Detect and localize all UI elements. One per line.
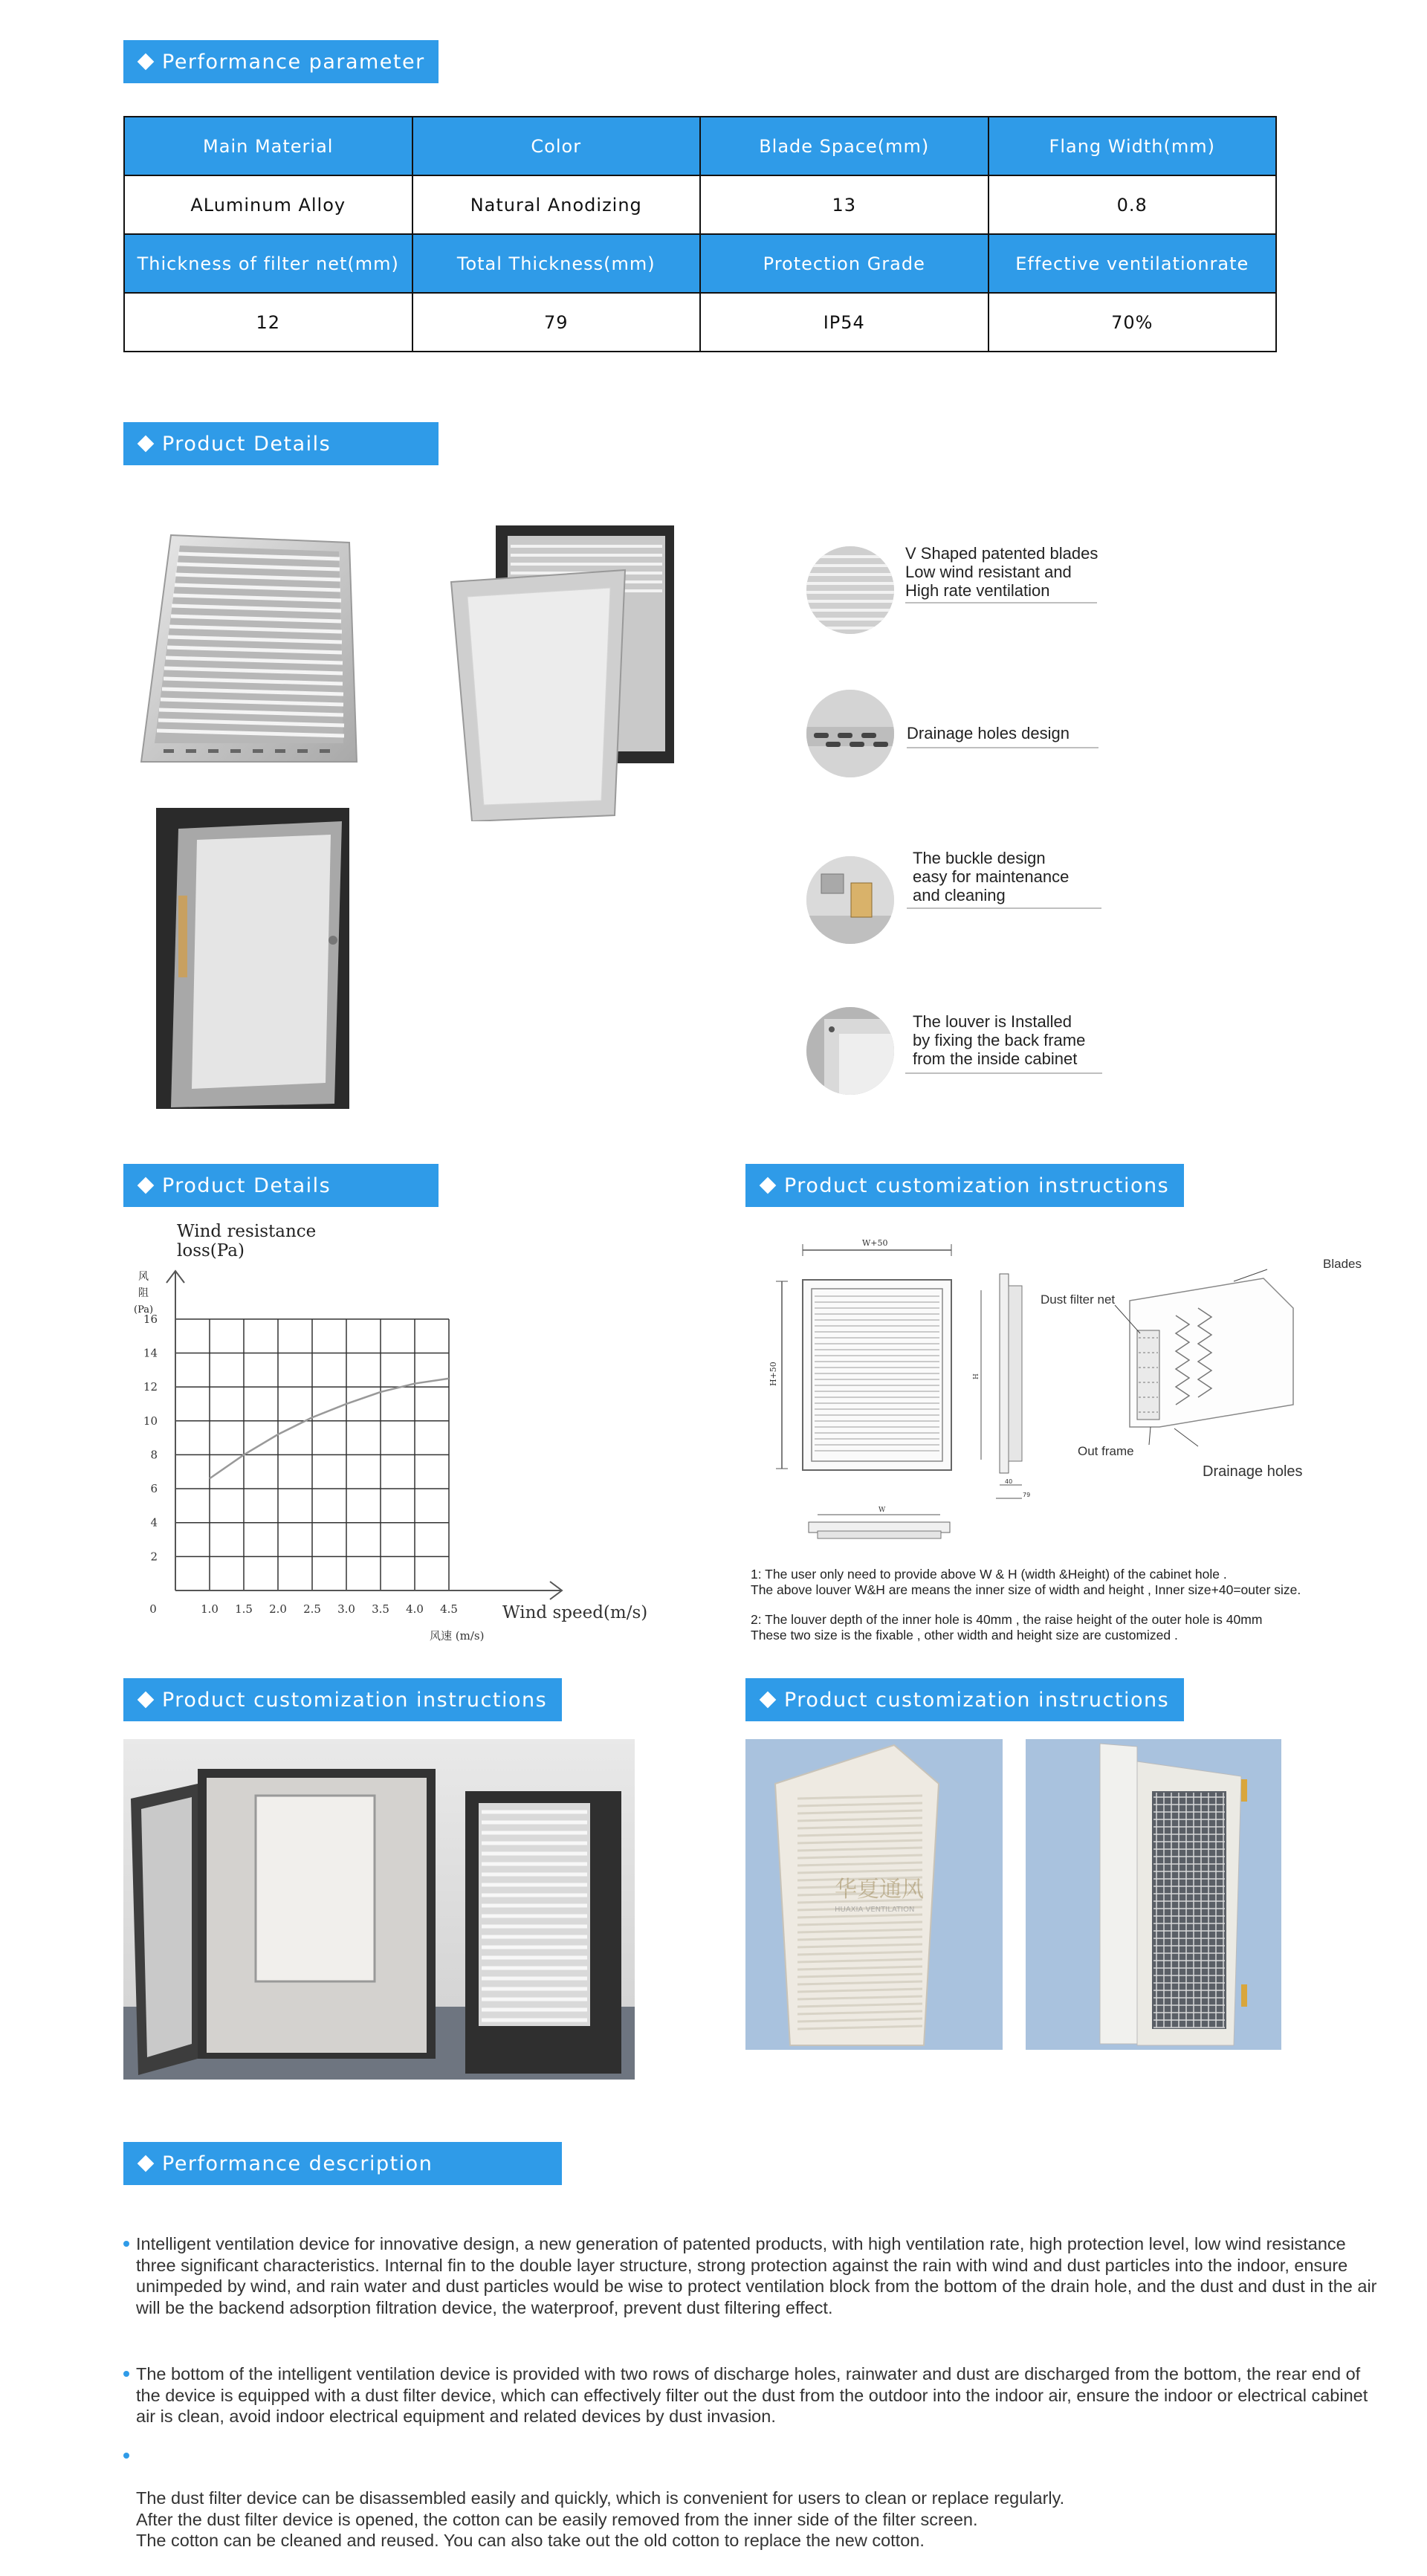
table-cell: IP54 — [700, 293, 988, 352]
table-cell: 0.8 — [988, 175, 1277, 234]
dimension-drawing — [743, 1234, 1397, 1546]
chart-xlabel: Wind speed(m/s) — [502, 1603, 648, 1622]
diamond-icon — [137, 2155, 155, 2172]
open-louver-door-photo — [149, 806, 357, 1111]
feature-underline — [907, 747, 1098, 748]
feature-text-4: The louver is Installed by fixing the back frame from the inside cabinet — [913, 1012, 1086, 1068]
note-2: 2: The louver depth of the inner hole is 40mm , the raise height of the outer hole is 40mm These two size is the fixable , other width and height size are customized . — [751, 1612, 1263, 1643]
description-item-1: Intelligent ventilation device for innovative design, a new generation of patented products, with high ventilation rate, high protection level, low wind resistance three significant characteristics. Internal fin to the double layer structure, strong protection against the rain with wind and dust particles into the indoor, ensure unimpeded by wind, and rain water and dust particles would be wise to protect ventilation block from the bottom of the drain hole, and the dust and dust in the air will be the backend adsorption filtration device, the waterproof, prevent dust filtering effect. — [123, 2233, 1387, 2318]
feature-underline — [905, 602, 1097, 603]
chart-ylabel-line2: loss(Pa) — [177, 1241, 245, 1261]
note-1: 1: The user only need to provide above W & H (width &Height) of the cabinet hole . The above louver W&H are means the inner size of width and height , Inner size+40=outer size. — [751, 1567, 1301, 1597]
label-blades: Blades — [1323, 1257, 1362, 1271]
bullet-icon — [123, 2453, 129, 2459]
table-header-cell: Protection Grade — [700, 234, 988, 293]
table-row — [124, 234, 1276, 293]
chart-canvas — [123, 1219, 673, 1665]
description-item-2: The bottom of the intelligent ventilation device is provided with two rows of discharge holes, rainwater and dust are discharged from the bottom, the rear end of the device is equipped with a dust filter device, which can effectively filter out the dust from the outdoor into the indoor air, ensure the indoor or electrical cabinet air is clean, avoid indoor electrical equipment and related devices by dust invasion. — [123, 2363, 1387, 2427]
feature-text-1: V Shaped patented blades Low wind resistant and High rate ventilation — [905, 544, 1098, 600]
chart-axes — [166, 1271, 562, 1599]
dim-w-label: W — [878, 1507, 886, 1514]
series-line — [210, 1379, 449, 1479]
table-header-cell: Thickness of filter net(mm) — [124, 234, 412, 293]
table-cell: ALuminum Alloy — [124, 175, 412, 234]
feature-text-2: Drainage holes design — [907, 724, 1070, 742]
table-cell: 12 — [124, 293, 412, 352]
section-title-product-details: Product Details — [123, 422, 439, 465]
table-row — [124, 293, 1276, 352]
chart-ylabel-cn-2: 阻 — [138, 1287, 149, 1299]
y-tick-label: 6 — [150, 1482, 158, 1496]
section-title-performance-description: Performance description — [123, 2142, 562, 2185]
table-header-cell: Flang Width(mm) — [988, 117, 1277, 175]
table-header-cell: Main Material — [124, 117, 412, 175]
watermark-cn: 华夏通风 — [835, 1877, 924, 1903]
label-drainage-holes: Drainage holes — [1203, 1463, 1303, 1480]
drainage-holes-icon — [806, 690, 894, 777]
x-tick-label: 2.0 — [269, 1602, 287, 1616]
chart-series — [210, 1379, 449, 1479]
x-tick-label: 1.5 — [235, 1602, 253, 1616]
dim-depth-40: 40 — [1005, 1478, 1013, 1485]
feature-underline — [905, 1072, 1102, 1074]
louver-render-front — [745, 1739, 1003, 2050]
table-row — [124, 117, 1276, 175]
y-tick-label: 16 — [143, 1312, 158, 1326]
chart-grid — [175, 1319, 449, 1590]
label-out-frame: Out frame — [1078, 1444, 1134, 1458]
filter-and-louver-photo — [450, 524, 680, 821]
diamond-icon — [760, 1692, 777, 1709]
dim-h-label: H — [973, 1373, 980, 1379]
x-tick-label: 3.0 — [337, 1602, 355, 1616]
label-dust-filter-net: Dust filter net — [1041, 1292, 1116, 1307]
cabinet-installation-photo — [123, 1739, 635, 2080]
table-cell: 79 — [412, 293, 701, 352]
x-tick-label: 3.5 — [372, 1602, 389, 1616]
section-title-customization-drawing: Product customization instructions — [745, 1164, 1184, 1207]
chart-ylabel-cn-3: (Pa) — [134, 1304, 154, 1315]
table-cell: Natural Anodizing — [412, 175, 701, 234]
parameter-table — [123, 116, 1277, 352]
feature-underline — [907, 907, 1101, 909]
dim-height-label: H+50 — [768, 1362, 778, 1386]
section-title-customization-cabinet: Product customization instructions — [123, 1678, 562, 1721]
description-item-3: The dust filter device can be disassembled easily and quickly, which is convenient for users to clean or replace regularly. After the dust filter device is opened, the cotton can be easily removed from the inner side of the filter screen. The cotton can be cleaned and reused. You can also take out the old cotton to replace the new cotton. — [123, 2445, 1387, 2572]
section-title-performance-parameter: Performance parameter — [123, 40, 439, 83]
x-tick-label: 2.5 — [303, 1602, 321, 1616]
table-header-cell: Color — [412, 117, 701, 175]
diamond-icon — [137, 1692, 155, 1709]
section-title-customization-render: Product customization instructions — [745, 1678, 1184, 1721]
diamond-icon — [137, 436, 155, 453]
x-tick-label: 4.5 — [440, 1602, 458, 1616]
x-tick-label: 1.0 — [201, 1602, 219, 1616]
chart-xlabel-cn: 风速 (m/s) — [430, 1629, 485, 1643]
diamond-icon — [137, 54, 155, 71]
y-tick-label: 12 — [143, 1380, 158, 1394]
table-header-cell: Total Thickness(mm) — [412, 234, 701, 293]
feature-text-3: The buckle design easy for maintenance and cleaning — [913, 849, 1070, 904]
table-row — [124, 175, 1276, 234]
louver-render-open — [1026, 1739, 1281, 2050]
louver-front-photo — [134, 528, 364, 766]
bullet-icon — [123, 2241, 129, 2247]
table-cell: 13 — [700, 175, 988, 234]
dim-width-label: W+50 — [862, 1238, 888, 1248]
chart-ylabel-cn-1: 风 — [138, 1271, 149, 1283]
section-title-product-details-chart: Product Details — [123, 1164, 439, 1207]
y-tick-label: 2 — [150, 1550, 158, 1564]
table-cell: 70% — [988, 293, 1277, 352]
wind-resistance-chart — [123, 1219, 673, 1665]
chart-y-ticks — [143, 1313, 158, 1564]
watermark-en: HUAXIA VENTILATION — [835, 1906, 915, 1914]
v-shaped-blades-icon — [806, 546, 894, 634]
diamond-icon — [137, 1177, 155, 1194]
y-tick-label: 14 — [143, 1346, 158, 1360]
dimension-notes — [751, 1567, 1405, 1657]
bullet-icon — [123, 2371, 129, 2377]
diamond-icon — [760, 1177, 777, 1194]
table-header-cell: Blade Space(mm) — [700, 117, 988, 175]
x-tick-label: 4.0 — [406, 1602, 424, 1616]
chart-x-ticks — [149, 1602, 458, 1616]
x-tick-label: 0 — [149, 1602, 157, 1616]
dim-depth-79: 79 — [1023, 1492, 1031, 1498]
chart-ylabel-line1: Wind resistance — [177, 1222, 317, 1241]
y-tick-label: 4 — [150, 1515, 158, 1530]
buckle-icon — [806, 856, 894, 944]
back-frame-install-icon — [806, 1007, 894, 1095]
table-header-cell: Effective ventilationrate — [988, 234, 1277, 293]
y-tick-label: 8 — [150, 1448, 158, 1462]
y-tick-label: 10 — [143, 1414, 158, 1428]
